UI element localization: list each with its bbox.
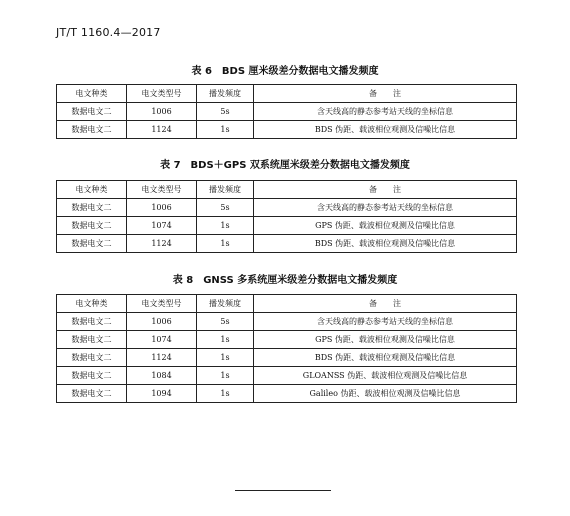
table-row [57, 385, 517, 403]
column-header-frequency: 播发频度 [197, 85, 254, 103]
table-row [57, 313, 517, 331]
cell-type: 数据电文二 [57, 235, 127, 253]
column-header-number: 电文类型号 [127, 85, 197, 103]
table-row [57, 349, 517, 367]
column-header-remarks: 备 注 [254, 181, 517, 199]
cell-number: 1094 [127, 385, 197, 403]
cell-number: 1006 [127, 199, 197, 217]
table-header-row [57, 181, 517, 199]
cell-type: 数据电文二 [57, 199, 127, 217]
column-header-type: 电文种类 [57, 295, 127, 313]
column-header-frequency: 播发频度 [197, 181, 254, 199]
table-8 [56, 294, 517, 403]
table-6 [56, 84, 517, 139]
table-row [57, 235, 517, 253]
column-header-frequency: 播发频度 [197, 295, 254, 313]
cell-number: 1074 [127, 217, 197, 235]
cell-type: 数据电文二 [57, 217, 127, 235]
cell-frequency: 1s [197, 121, 254, 139]
cell-type: 数据电文二 [57, 385, 127, 403]
cell-type: 数据电文二 [57, 121, 127, 139]
cell-frequency: 1s [197, 217, 254, 235]
cell-frequency: 1s [197, 331, 254, 349]
column-header-remarks: 备 注 [254, 295, 517, 313]
table-header-row [57, 295, 517, 313]
cell-frequency: 5s [197, 103, 254, 121]
cell-type: 数据电文二 [57, 331, 127, 349]
cell-remarks: BDS 伪距、载波相位观测及信噪比信息 [254, 349, 517, 367]
cell-number: 1006 [127, 313, 197, 331]
table-row [57, 367, 517, 385]
column-header-number: 电文类型号 [127, 181, 197, 199]
cell-frequency: 1s [197, 235, 254, 253]
cell-remarks: GPS 伪距、载波相位观测及信噪比信息 [254, 331, 517, 349]
table-row [57, 199, 517, 217]
column-header-type: 电文种类 [57, 181, 127, 199]
cell-number: 1124 [127, 235, 197, 253]
cell-type: 数据电文二 [57, 367, 127, 385]
table-8-caption: 表 8 GNSS 多系统厘米级差分数据电文播发频度 [172, 275, 398, 286]
column-header-type: 电文种类 [57, 85, 127, 103]
cell-remarks: 含天线高的静态参考站天线的坐标信息 [254, 103, 517, 121]
cell-number: 1124 [127, 121, 197, 139]
cell-type: 数据电文二 [57, 313, 127, 331]
cell-number: 1084 [127, 367, 197, 385]
column-header-number: 电文类型号 [127, 295, 197, 313]
cell-remarks: BDS 伪距、载波相位观测及信噪比信息 [254, 235, 517, 253]
column-header-remarks: 备 注 [254, 85, 517, 103]
cell-frequency: 5s [197, 313, 254, 331]
table-row [57, 217, 517, 235]
table-7-caption: 表 7 BDS＋GPS 双系统厘米级差分数据电文播发频度 [160, 160, 410, 171]
table-header-row [57, 85, 517, 103]
cell-type: 数据电文二 [57, 349, 127, 367]
cell-frequency: 1s [197, 349, 254, 367]
cell-frequency: 1s [197, 385, 254, 403]
table-7 [56, 180, 517, 253]
standard-header: JT/T 1160.4—2017 [56, 26, 161, 39]
table-6-caption: 表 6 BDS 厘米级差分数据电文播发频度 [191, 66, 379, 77]
end-rule [235, 490, 331, 491]
cell-number: 1006 [127, 103, 197, 121]
cell-remarks: Galileo 伪距、载波相位观测及信噪比信息 [254, 385, 517, 403]
cell-remarks: 含天线高的静态参考站天线的坐标信息 [254, 313, 517, 331]
cell-number: 1124 [127, 349, 197, 367]
cell-number: 1074 [127, 331, 197, 349]
cell-type: 数据电文二 [57, 103, 127, 121]
cell-remarks: 含天线高的静态参考站天线的坐标信息 [254, 199, 517, 217]
cell-remarks: GLOANSS 伪距、载波相位观测及信噪比信息 [254, 367, 517, 385]
table-row [57, 121, 517, 139]
cell-frequency: 1s [197, 367, 254, 385]
cell-remarks: BDS 伪距、载波相位观测及信噪比信息 [254, 121, 517, 139]
cell-remarks: GPS 伪距、载波相位观测及信噪比信息 [254, 217, 517, 235]
table-row [57, 331, 517, 349]
cell-frequency: 5s [197, 199, 254, 217]
table-row [57, 103, 517, 121]
